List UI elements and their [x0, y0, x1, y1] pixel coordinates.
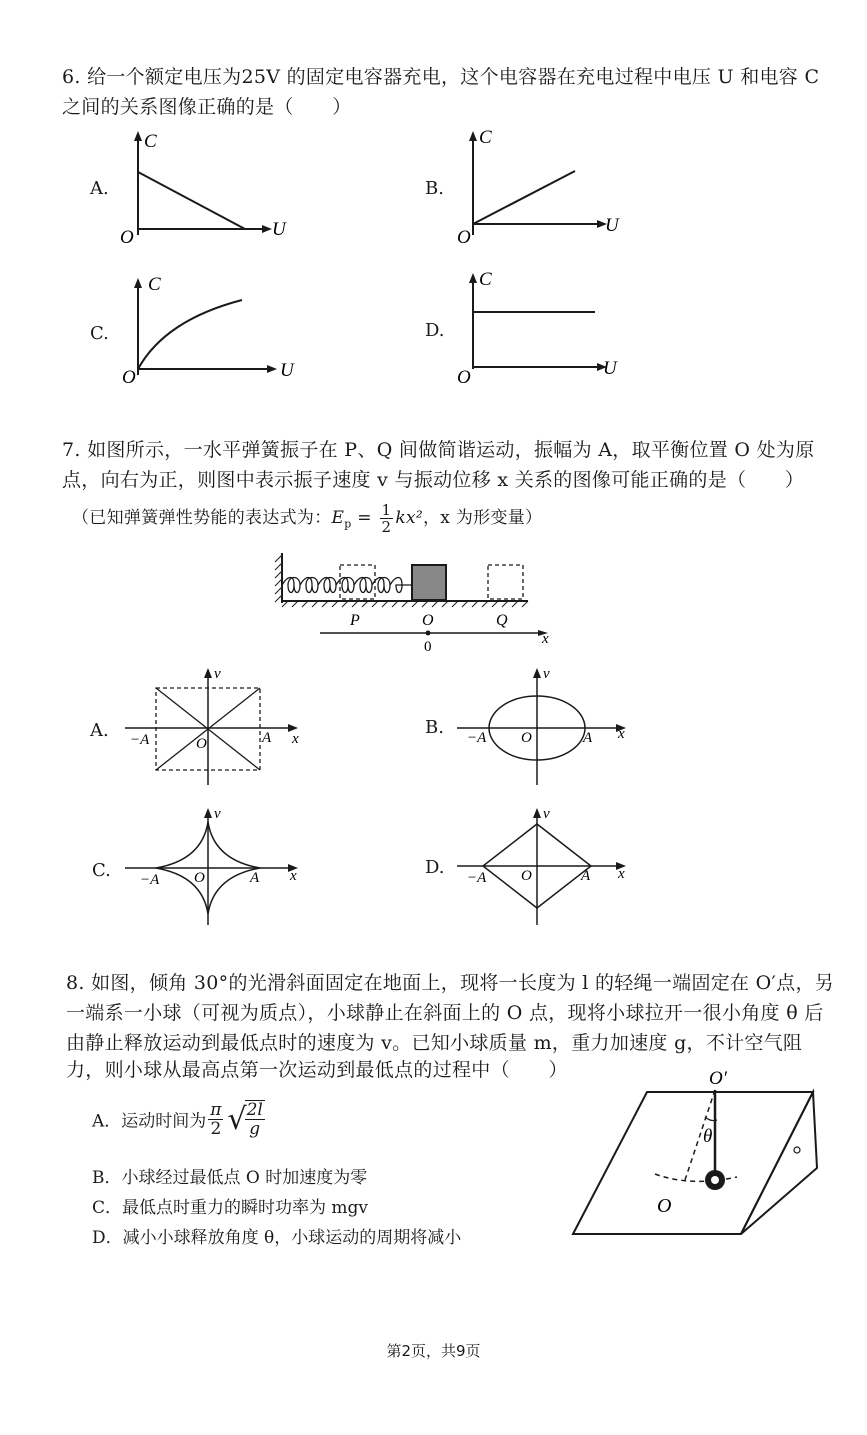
q7-c-axis-v: v [214, 806, 221, 822]
q8-option-d: D．减小小球释放角度 θ，小球运动的周期将减小 [92, 1228, 462, 1248]
q7-d-origin: O [521, 868, 532, 884]
q7-b-axis-x: x [618, 726, 625, 742]
q7-setup-x: x [542, 631, 549, 647]
q6-c-axis-c: C [148, 274, 161, 295]
q7-c-origin: O [194, 870, 205, 886]
q6-a-origin: O [120, 227, 134, 248]
q6-option-c-label: C. [90, 323, 109, 344]
q6-b-axis-u: U [605, 215, 619, 236]
q7-b-pos-a: A [583, 730, 593, 746]
q7-option-d-label: D. [425, 857, 445, 878]
q7-a-axis-v: v [214, 666, 221, 682]
q7-note-ep-sub: p [344, 517, 352, 531]
q7-graph-c [120, 800, 310, 930]
q7-setup-p: P [350, 612, 360, 629]
q7-b-axis-v: v [543, 666, 550, 682]
q6-d-axis-u: U [603, 358, 617, 379]
q8-line3: 由静止释放运动到最低点时的速度为 v。已知小球质量 m，重力加速度 g，不计空气阻 [66, 1032, 803, 1054]
q7-d-pos-a: A [581, 868, 591, 884]
q7-graph-a [120, 660, 310, 790]
q6-d-axis-c: C [479, 269, 492, 290]
q6-a-axis-u: U [272, 219, 286, 240]
q6-c-axis-u: U [280, 360, 294, 381]
q6-graph-c [110, 270, 300, 390]
q7-c-axis-x: x [290, 868, 297, 884]
q8-option-a [92, 1100, 267, 1138]
q7-graph-d [455, 800, 645, 930]
q8-option-a-sqrt-sign: √ [227, 1101, 247, 1137]
q7-note-ep: E [331, 508, 345, 528]
q8-incline-figure [565, 1062, 835, 1247]
q8-line1: 8. 如图，倾角 30°的光滑斜面固定在地面上，现将一长度为 l 的轻绳一端固定在 O′点，另 [66, 972, 835, 994]
q8-option-b: B．小球经过最低点 O 时加速度为零 [92, 1168, 368, 1188]
q6-d-origin: O [457, 367, 471, 388]
q7-a-origin: O [196, 736, 207, 752]
q8-line4: 力，则小球从最高点第一次运动到最低点的过程中（ ） [66, 1059, 568, 1081]
q7-a-axis-x: x [292, 731, 299, 747]
q8-fig-theta: θ [703, 1126, 713, 1147]
q6-line2: 之间的关系图像正确的是（ ） [62, 96, 352, 118]
page-footer: 第2页，共9页 [386, 1342, 481, 1360]
q6-graph-d [445, 265, 635, 388]
q8-fig-o-prime: O′ [709, 1068, 727, 1089]
q7-note-frac-num: 1 [381, 501, 392, 519]
q8-fig-o: O [657, 1195, 672, 1217]
q6-a-axis-c: C [144, 131, 157, 152]
q7-d-axis-v: v [543, 806, 550, 822]
q7-setup-o: O [422, 612, 434, 629]
q7-a-pos-a: A [262, 730, 272, 746]
q7-c-pos-a: A [250, 870, 260, 886]
q7-spring-setup [270, 545, 560, 660]
q6-option-d-label: D. [425, 320, 445, 341]
q6-graph-a [110, 125, 300, 248]
q7-note [72, 502, 542, 535]
q8-option-a-sqrt-frac [245, 1100, 265, 1138]
q7-note-prefix: （已知弹簧弹性势能的表达式为： [72, 508, 332, 528]
q8-option-a-sqrt-num: 2l [246, 1100, 263, 1120]
q7-note-suffix: ，x 为形变量） [422, 508, 543, 528]
q7-option-a-label: A. [90, 720, 109, 741]
q8-option-c: C．最低点时重力的瞬时功率为 mgv [92, 1198, 369, 1218]
q7-note-frac [380, 502, 394, 535]
q7-option-b-label: B. [425, 717, 444, 738]
q8-option-a-pi: π [210, 1099, 222, 1120]
q8-option-a-two: 2 [210, 1118, 222, 1139]
q7-note-eq: = [351, 508, 378, 528]
q8-option-a-prefix: A．运动时间为 [92, 1111, 207, 1132]
q6-graph-b [445, 125, 635, 248]
q6-b-origin: O [457, 227, 471, 248]
q7-note-kx: kx² [395, 508, 423, 528]
q6-c-origin: O [122, 367, 136, 388]
q8-option-a-sqrt-den: g [249, 1119, 261, 1139]
q7-b-origin: O [521, 730, 532, 746]
q7-line2: 点，向右为正，则图中表示振子速度 v 与振动位移 x 关系的图像可能正确的是（ ） [62, 469, 805, 491]
q7-b-neg-a: −A [467, 730, 487, 746]
q7-graph-b [455, 660, 645, 790]
q7-option-c-label: C. [92, 860, 111, 881]
q7-setup-q: Q [496, 612, 508, 629]
q7-d-axis-x: x [618, 866, 625, 882]
q6-option-b-label: B. [425, 178, 444, 199]
q7-setup-zero: 0 [424, 639, 432, 655]
q7-d-neg-a: −A [467, 870, 487, 886]
q8-option-a-frac [208, 1101, 223, 1138]
q8-line2: 一端系一小球（可视为质点），小球静止在斜面上的 O 点，现将小球拉开一很小角度 θ 后 [66, 1002, 824, 1024]
q7-line1: 7. 如图所示，一水平弹簧振子在 P、Q 间做简谐运动，振幅为 A，取平衡位置 O 处为原 [62, 439, 815, 461]
q7-c-neg-a: −A [140, 872, 160, 888]
q6-line1: 6. 给一个额定电压为25V 的固定电容器充电，这个电容器在充电过程中电压 U 和电容 C [62, 66, 820, 88]
q6-option-a-label: A. [90, 178, 109, 199]
q6-b-axis-c: C [479, 127, 492, 148]
q7-note-frac-den: 2 [381, 518, 392, 536]
q7-a-neg-a: −A [130, 732, 150, 748]
